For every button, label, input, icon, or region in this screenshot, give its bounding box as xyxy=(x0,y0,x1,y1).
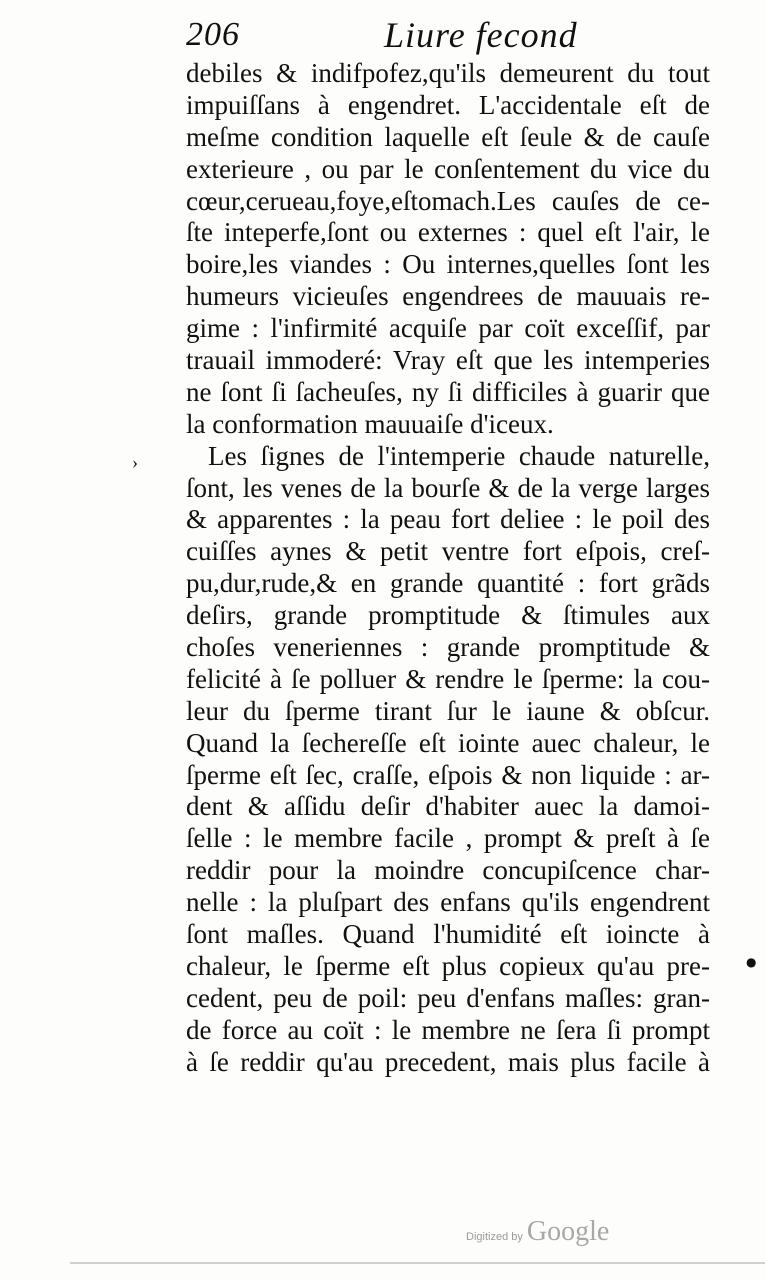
text-line: la conformation mauuaiſe d'iceux. xyxy=(186,408,554,439)
google-logo: Google xyxy=(526,1216,610,1247)
margin-mark: › xyxy=(132,452,138,472)
text-line: Les ſignes de l'intemperie chaude naturelle, xyxy=(208,440,710,471)
text-line: à ſe reddir qu'au precedent, mais plus facile à xyxy=(186,1046,710,1077)
text-line: ſont maſles. Quand l'humidité eſt ioincte à xyxy=(186,919,710,950)
paragraph-2 xyxy=(186,441,710,1079)
text-line: felicité à ſe polluer & rendre le ſperme: la cou- xyxy=(186,663,710,694)
text-line: deſirs, grande promptitude & ſtimules aux xyxy=(186,600,710,631)
text-line: cuiſſes aynes & petit ventre fort eſpois, creſ- xyxy=(186,536,710,567)
running-head: Liure fecond xyxy=(384,15,578,55)
text-line: cedent, peu de poil: peu d'enfans maſles: gran- xyxy=(186,982,710,1013)
text-line: ne ſont ſi ſacheuſes, ny ſi difficiles à guarir que xyxy=(186,376,710,407)
text-line: ſont, les venes de la bourſe & de la verge larges xyxy=(186,472,710,503)
text-line: chaleur, le ſperme eſt plus copieux qu'au pre- xyxy=(186,950,710,981)
text-line: cœur,cerueau,foye,eſtomach.Les cauſes de ce- xyxy=(186,185,710,216)
text-line: ſelle : le membre facile , prompt & preſt à ſe xyxy=(186,823,710,854)
digitized-watermark xyxy=(466,1216,609,1248)
text-line: reddir pour la moindre concupiſcence char- xyxy=(186,855,710,886)
edge-dot-mark: ● xyxy=(746,955,757,969)
text-line: impuiſſans à engendret. L'accidentale eſt de xyxy=(186,89,710,120)
text-line: Quand la ſechereſſe eſt iointe auec chaleur, le xyxy=(186,727,710,758)
text-line: debiles & indifpofez,qu'ils demeurent du tout xyxy=(186,58,710,88)
text-line: trauail immoderé: Vray eſt que les intemperies xyxy=(186,345,710,376)
text-line: ſperme eſt ſec, craſſe, eſpois & non liquide : ar- xyxy=(186,759,710,790)
text-line: choſes veneriennes : grande promptitude & xyxy=(186,632,710,663)
page-number: 206 xyxy=(186,16,240,53)
text-line: dent & aſſidu deſir d'habiter auec la damoi- xyxy=(186,791,710,822)
text-line: exterieure , ou par le conſentement du vice du xyxy=(186,153,710,184)
text-line: meſme condition laquelle eſt ſeule & de cauſe xyxy=(186,121,710,152)
text-line: de force au coït : le membre ne ſera ſi prompt xyxy=(186,1014,710,1045)
body-text xyxy=(186,58,710,1079)
text-line: & apparentes : la peau fort deliee : le poil des xyxy=(186,504,710,535)
watermark-prefix: Digitized by xyxy=(466,1231,523,1243)
text-line: pu,dur,rude,& en grande quantité : fort grãds xyxy=(186,568,710,599)
text-line: boire,les viandes : Ou internes,quelles ſont les xyxy=(186,249,710,280)
text-line: ſte inteperfe,ſont ou externes : quel eſt l'air, le xyxy=(186,217,710,248)
text-line: nelle : la pluſpart des enfans qu'ils engendrent xyxy=(186,887,710,918)
paragraph-1 xyxy=(186,58,710,441)
text-line: leur du ſperme tirant ſur le iaune & obſcur. xyxy=(186,695,710,726)
bottom-divider xyxy=(70,1262,765,1264)
text-line: gime : l'infirmité acquiſe par coït exceſſif, par xyxy=(186,313,710,344)
text-line: humeurs vicieuſes engendrees de mauuais re- xyxy=(186,281,710,312)
